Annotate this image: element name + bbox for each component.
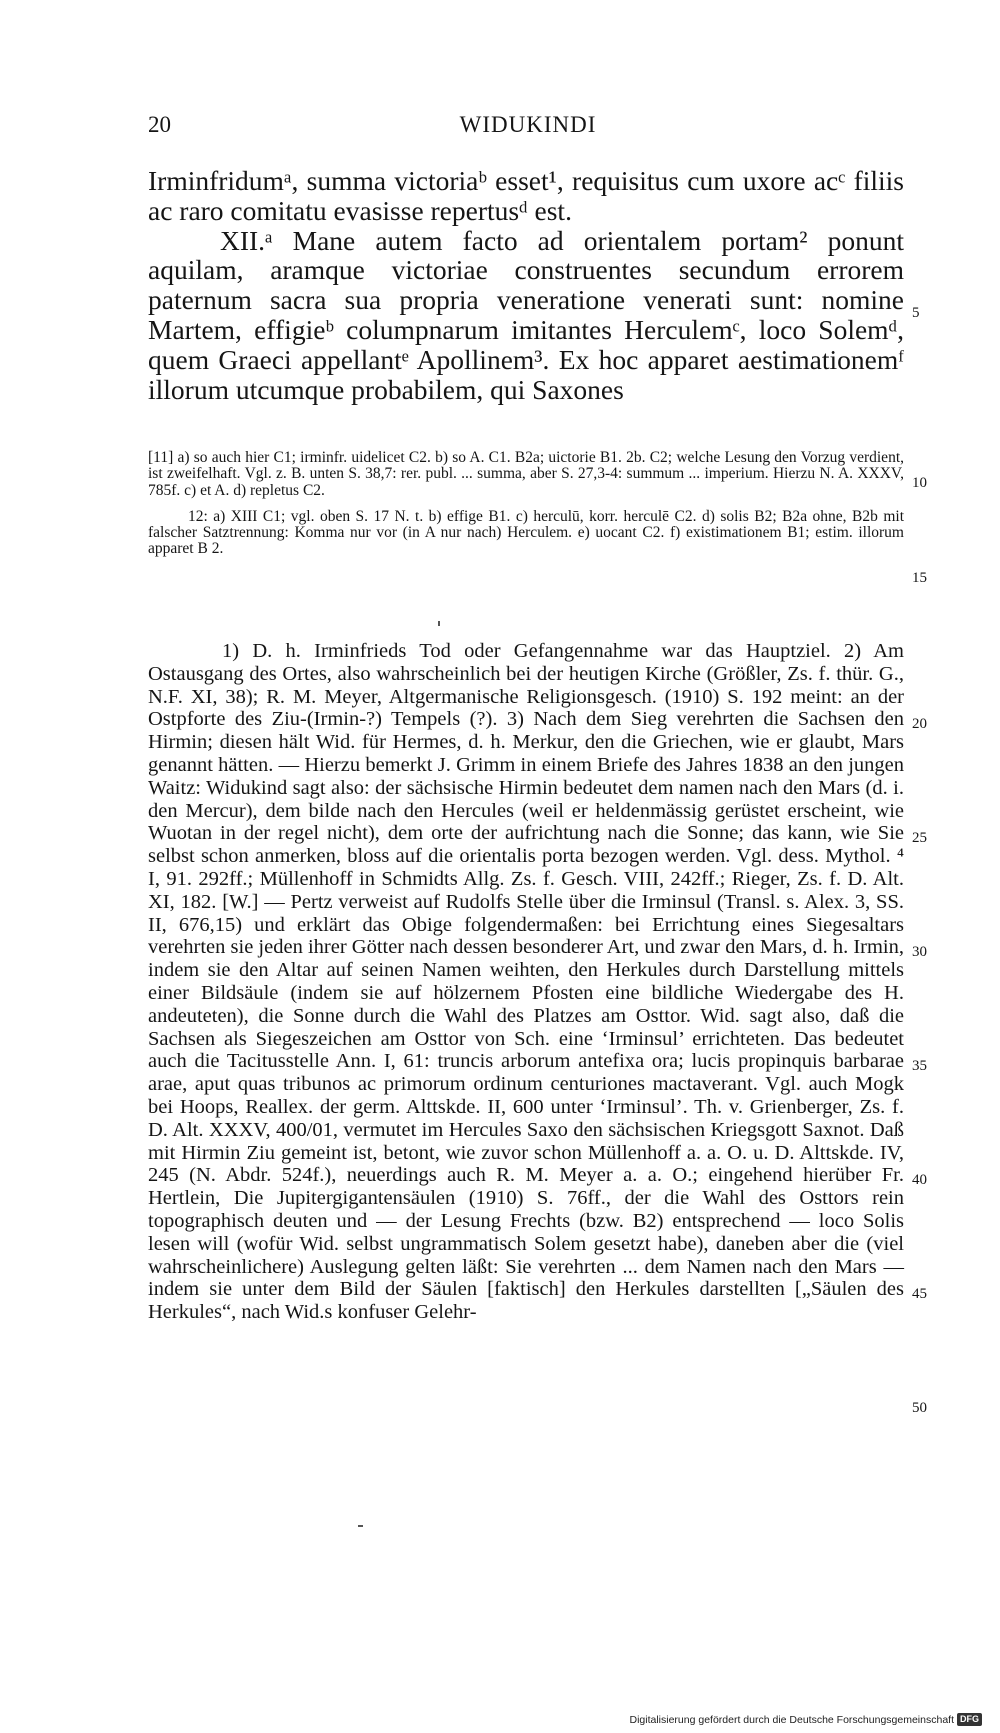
line-number: 5 bbox=[912, 305, 920, 321]
critical-apparatus bbox=[148, 450, 904, 558]
main-paragraph-1: Irminfridumᵃ, summa victoriaᵇ esset¹, requisitus cum uxore acᶜ filiis ac raro comitatu evasisse repertusᵈ est. bbox=[148, 165, 904, 226]
footnote-text: 1) D. h. Irminfrieds Tod oder Gefangennahme war das Hauptziel. 2) Am Ostausgang des Ortes, also wahrscheinlich bei der heutigen Kirche (Größler, Zs. f. thür. G., N.F. XI, 38); R. M. Meyer, Altgermanische Religionsgesch. (1910) S. 192 meint: an der Ostpforte des Ziu-(Irmin-?) Tempels (?). 3) Nach dem Sieg verehrten die Sachsen den Hirmin; diesen hält Wid. für Hermes, d. h. Merkur, den die Griechen, wie er glaubt, Mars genannt hätten. — Hierzu bemerkt J. Grimm in einem Briefe des Jahres 1838 an den jungen Waitz: Widukind sagt also: der sächsische Hirmin bedeutet dem namen nach den Mars (d. i. den Mercur), dem bilde nach den Hercules (weil er heldenmässig gerüstet erscheint, wie Wuotan in der regel nicht), dem orte der aufrichtung nach die Sonne; das kann, wie Sie selbst schon anmerken, bloss auf die orientalis porta bezogen werden. Vgl. dess. Mythol. ⁴ I, 91. 292ff.; Müllenhoff in Schmidts Allg. Zs. f. Gesch. VIII, 242ff.; Rieger, Zs. f. D. Alt. XI, 182. [W.] — Pertz verweist auf Rudolfs Stelle über die Irminsul (Transl. s. Alex. 3, SS. II, 676,15) und erklärt das Obige folgendermaßen: bei Errichtung eines Siegesaltars verehrten sie jeden ihrer Götter nach dessen besonderer Art, und zwar den Mars, d. h. Irmin, indem sie den Altar auf seinen Namen weihten, den Herkules durch Darstellung mittels einer Bildsäule (indem sie auf hölzernem Pfosten eine bildliche Wiedergabe des H. andeuteten), die Sonne durch die Wahl des Platzes am Osttor. Wid. sagt also, daß die Sachsen als Siegeszeichen am Osttor von Sch. eine ‘Irminsul’ errichteten. Das bedeutet auch die Tacitusstelle Ann. I, 61: truncis arborum antefixa ora; lucis propinquis barbarae arae, aput quas tribunos ac primorum ordinum centuriones mactaverant. Vgl. auch Mogk bei Hoops, Reallex. der germ. Alttskde. II, 600 unter ‘Irminsul’. Th. v. Grienberger, Zs. f. D. Alt. XXXV, 400/01, vermutet im Hercules Saxo den sächsischen Kriegsgott Saxnot. Daß mit Hirmin Ziu gemeint ist, betont, wie zuvor schon Müllenhoff a. a. O. u. D. Alttskde. IV, 245 (N. Abdr. 524f.), neuerdings auch R. M. Meyer a. a. O.; eingehend hierüber Fr. Hertlein, Die Jupitergigantensäulen (1910) S. 76ff., der die Wahl des Osttors rein topographisch deuten und — der Lesung Frechts (bzw. B2) entsprechend — loco Solis lesen will (wofür Wid. selbst ungrammatisch Solem gesetzt habe), daneben aber die (viel wahrscheinlichere) Auslegung gelten läßt: Sie verehrten ... dem Namen nach den Mars — indem sie unter dem Bild der Säulen [faktisch] den Herkules darstellten [„Säulen des Herkules“, nach Wid.s konfuser Gelehr- bbox=[148, 640, 904, 1324]
main-text bbox=[148, 166, 904, 404]
apparatus-block-2: 12: a) XIII C1; vgl. oben S. 17 N. t. b) effige B1. c) herculū, korr. herculē C2. d) solis B2; B2a ohne, B2b mit falscher Satztrennung: Komma nur vor (in A nur nach) Herculem. e) uocant C2. f) existimationem B1; estim. illorum apparet B 2. bbox=[148, 507, 904, 558]
dfg-logo: DFG bbox=[957, 1713, 982, 1726]
apparatus-block-1: [11] a) so auch hier C1; irminfr. uidelicet C2. b) so A. C1. B2a; uictorie B1. 2b. C2; welche Lesung den Vorzug verdient, ist zweifelhaft. Vgl. z. B. unten S. 38,7: rer. publ. ... summa, aber S. 27,3-4: summum ... imperium. Hierzu N. A. XXXV, 785f. c) et A. d) repletus C2. bbox=[148, 449, 904, 499]
line-number: 15 bbox=[912, 570, 927, 586]
footnotes bbox=[148, 640, 904, 1324]
line-number: 50 bbox=[912, 1400, 927, 1416]
line-number: 45 bbox=[912, 1286, 927, 1302]
line-number: 40 bbox=[912, 1172, 927, 1188]
scan-speck bbox=[358, 1525, 363, 1527]
page-number: 20 bbox=[148, 112, 171, 137]
line-number: 30 bbox=[912, 944, 927, 960]
scan-speck bbox=[438, 621, 440, 626]
page-header bbox=[148, 112, 908, 142]
line-number-column bbox=[912, 0, 942, 1733]
line-number: 25 bbox=[912, 830, 927, 846]
main-paragraph-2: XII.ᵃ Mane autem facto ad orientalem portam² ponunt aquilam, aramque victoriae construentes secundum errorem paternum sacra sua propria veneratione venerati sunt: nomine Martem, effigieᵇ columpnarum imitantes Herculemᶜ, loco Solemᵈ, quem Graeci appellantᵉ Apollinem³. Ex hoc apparet aestimationemᶠ illorum utcumque probabilem, qui Saxones bbox=[148, 224, 904, 405]
line-number: 20 bbox=[912, 716, 927, 732]
line-number: 35 bbox=[912, 1058, 927, 1074]
digitization-note: Digitalisierung gefördert durch die Deutsche Forschungsgemeinschaft bbox=[629, 1713, 954, 1726]
digitization-footer bbox=[629, 1713, 982, 1726]
line-number: 10 bbox=[912, 475, 927, 491]
running-head: WIDUKINDI bbox=[459, 112, 597, 137]
